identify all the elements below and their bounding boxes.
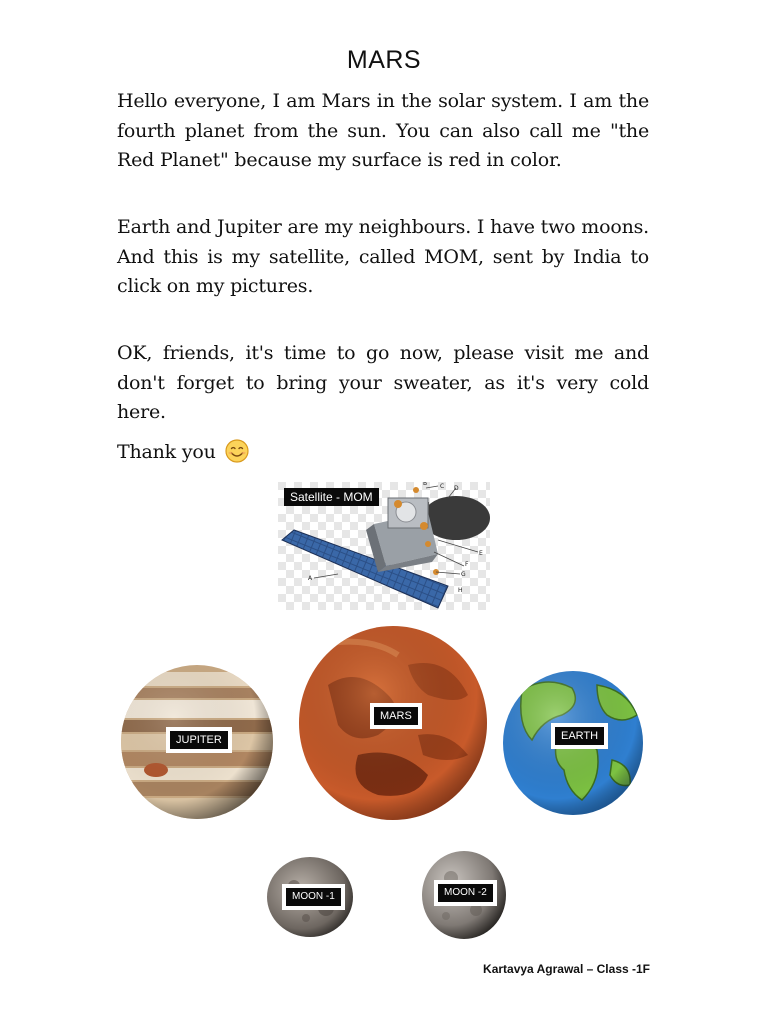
intro-paragraph: Hello everyone, I am Mars in the solar system. I am the fourth planet from the sun. You can also call me "the Red Planet" because my surface is red in color. xyxy=(117,90,649,171)
satellite-marker-b: B xyxy=(423,482,428,487)
thank-you-text: Thank you xyxy=(117,441,216,463)
mars-label: MARS xyxy=(374,707,418,725)
satellite-marker-d: D xyxy=(454,485,459,492)
satellite-marker-c: C xyxy=(440,483,445,490)
satellite-label: Satellite - MOM xyxy=(284,488,379,506)
moon-1-label: MOON -1 xyxy=(286,888,341,906)
satellite-marker-h: H xyxy=(458,587,463,594)
earth-label: EARTH xyxy=(555,727,604,745)
jupiter-label: JUPITER xyxy=(170,731,228,749)
satellite-marker-f: F xyxy=(465,561,469,568)
page-title: MARS xyxy=(346,46,422,74)
satellite-marker-e: E xyxy=(479,550,483,557)
moon-2-label: MOON -2 xyxy=(438,884,493,902)
satellite-marker-g: G xyxy=(461,571,466,578)
thank-you-line xyxy=(117,438,649,468)
neighbours-paragraph: Earth and Jupiter are my neighbours. I have two moons. And this is my satellite, called MOM, sent by India to click on my pictures. xyxy=(117,216,649,297)
author-footer: Kartavya Agrawal – Class -1F xyxy=(483,962,650,976)
smiling-face-icon xyxy=(225,439,249,463)
farewell-paragraph: OK, friends, it's time to go now, please visit me and don't forget to bring your sweater, as it's very cold here. xyxy=(117,342,649,423)
satellite-marker-a: A xyxy=(308,575,313,582)
